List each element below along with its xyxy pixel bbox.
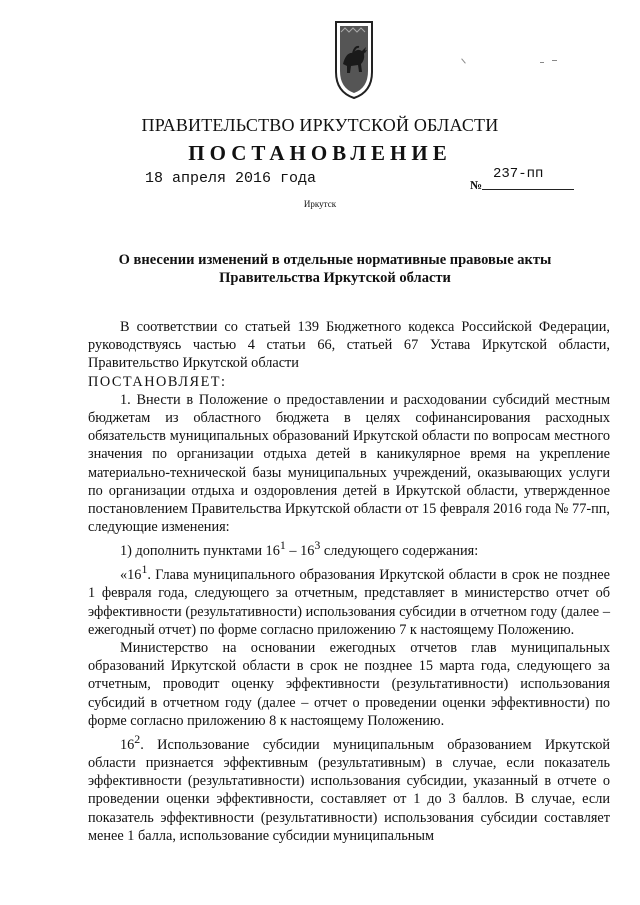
city-name: Иркутск [303, 199, 337, 209]
superscript: 1 [141, 562, 148, 577]
resolves-heading: ПОСТАНОВЛЯЕТ: [88, 373, 227, 390]
item-1-paragraph: 1. Внести в Положение о предоставлении и расходовании субсидий местным бюджетам из областного бюджета в целях софинансирования расходных обязательств муниципальных образований Иркутской области по вопросам местного значения по организации отдыха детей в каникулярное время на укрепление материально-технической базы муниципальных учреждений, оказывающих услуги по организации отдыха и оздоровления детей в Иркутской области, утвержденное постановлением Правительства Иркутской области от 15 февраля 2016 года № 77-пп, следующие изменения: [88, 391, 610, 536]
clause-text: . Использование субсидии муниципальным образованием Иркутской области признается эффективным (результативным) в случае, если показатель эффективности (результативности) использования субсидии, указанный в отчете о проведении оценки эффективности, составляет от 1 до 3 баллов. В случае, если показатель эффективности (результативности) использования субсидии составляет менее 1 балла, использование субсидии муниципальным [88, 736, 610, 844]
item-1-1-text: 1) дополнить пунктами 16 [120, 543, 280, 560]
superscript: 2 [134, 732, 141, 746]
document-date: 18 апреля 2016 года [145, 170, 317, 187]
government-name: ПРАВИТЕЛЬСТВО ИРКУТСКОЙ ОБЛАСТИ [141, 115, 499, 135]
document-title: О внесении изменений в отдельные нормативные правовые акты Правительства Иркутской области [118, 252, 552, 286]
item-1-1-text: – 16 [285, 543, 315, 560]
preamble-paragraph: В соответствии со статьей 139 Бюджетного кодекса Российской Федерации, руководствуясь частью 4 статьи 66, статьей 67 Устава Иркутской области, Правительство Иркутской области [88, 319, 610, 372]
clause-16-2-paragraph [88, 730, 610, 845]
clause-16-1-paragraph [88, 560, 610, 639]
superscript: 1 [279, 538, 286, 553]
superscript: 3 [314, 538, 321, 553]
clause-text: . Глава муниципального образования Иркутской области в срок не позднее 1 февраля года, следующего за отчетным, представляет в министерство отчет об эффективности (результативности) использования субсидии в отчетном году (далее – ежегодный отчет) по форме согласно приложению 7 к настоящему Положению. [88, 567, 610, 638]
scan-mark [552, 60, 557, 61]
document-body [88, 318, 610, 845]
scan-mark [461, 58, 466, 63]
document-number: 237-пп [493, 166, 544, 182]
clause-number: 16 [120, 736, 135, 753]
scan-mark [540, 62, 544, 63]
clause-number: «16 [120, 567, 142, 584]
number-underline [482, 189, 574, 190]
number-sign: № [470, 178, 483, 192]
document-type: ПОСТАНОВЛЕНИЕ [188, 141, 452, 165]
ministry-paragraph: Министерство на основании ежегодных отчетов глав муниципальных образований Иркутской области в срок не позднее 15 марта года, следующего за отчетным, проводит оценку эффективности (результативности) использования субсидий в отчетном году (далее – отчет о проведении оценки эффективности) по форме согласно приложению 8 к настоящему Положению. [88, 639, 610, 729]
item-1-1-text: следующего содержания: [320, 543, 479, 560]
coat-of-arms-icon [331, 20, 377, 100]
item-1-1-paragraph [88, 536, 610, 560]
